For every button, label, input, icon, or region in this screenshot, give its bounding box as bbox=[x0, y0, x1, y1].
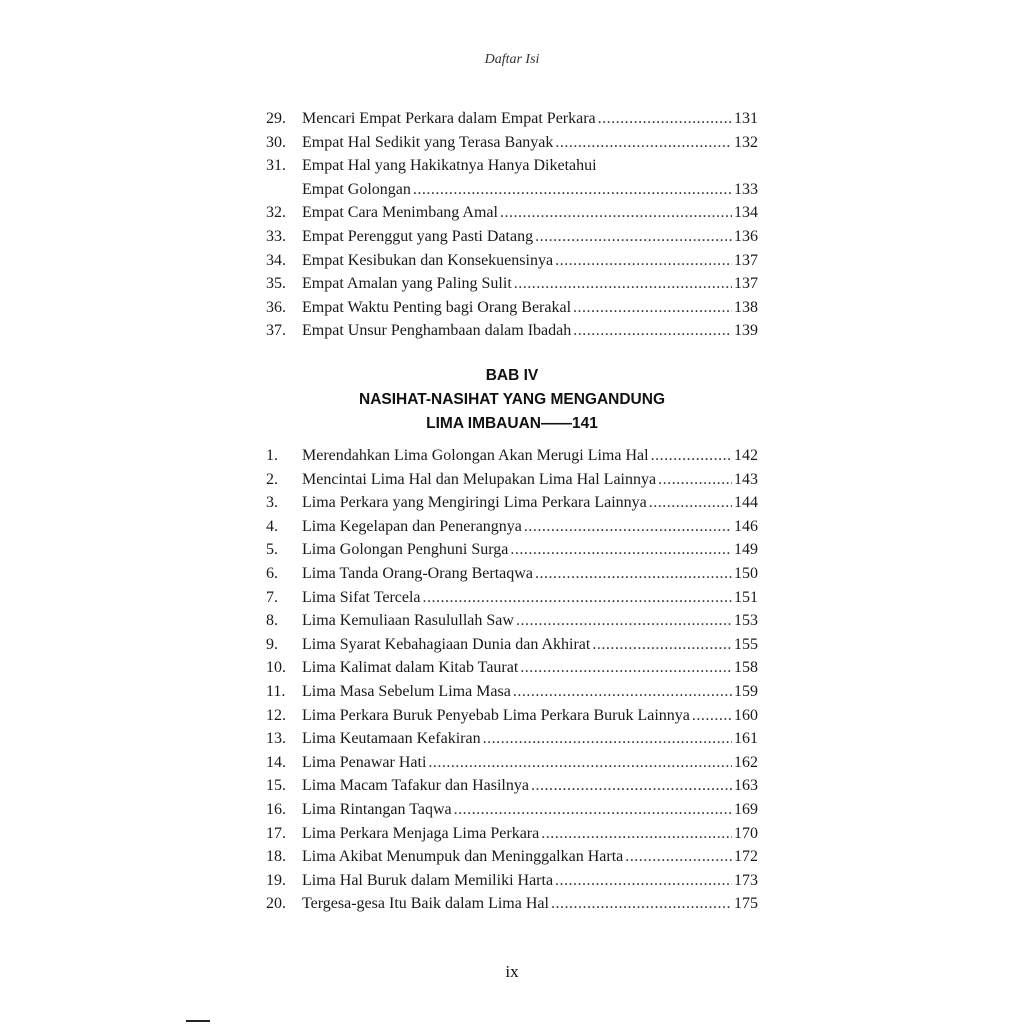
dot-leader bbox=[592, 633, 732, 657]
toc-entry-title: Lima Syarat Kebahagiaan Dunia dan Akhirat bbox=[302, 635, 591, 653]
toc-entry-title: Lima Golongan Penghuni Surga bbox=[302, 541, 509, 559]
dot-leader bbox=[651, 444, 732, 468]
toc-entry bbox=[266, 633, 758, 657]
toc-entry-title: Empat Hal yang Hakikatnya Hanya Diketahui bbox=[302, 157, 597, 175]
dot-leader bbox=[514, 272, 732, 296]
toc-entry-number: 10. bbox=[266, 659, 286, 677]
toc-entry-page: 159 bbox=[734, 682, 758, 700]
toc-entry-title: Tergesa-gesa Itu Baik dalam Lima Hal bbox=[302, 895, 549, 913]
toc-entry-number: 18. bbox=[266, 848, 286, 866]
dot-leader bbox=[625, 845, 732, 869]
toc-entry bbox=[266, 296, 758, 320]
toc-entry-title: Empat Perenggut yang Pasti Datang bbox=[302, 227, 534, 245]
toc-entry-number: 32. bbox=[266, 204, 286, 222]
toc-entry-number: 3. bbox=[266, 494, 278, 512]
dot-leader bbox=[598, 107, 732, 131]
toc-entry bbox=[266, 727, 758, 751]
toc-entry-number: 31. bbox=[266, 157, 286, 175]
toc-entry-number: 17. bbox=[266, 824, 286, 842]
toc-entry-page: 162 bbox=[734, 753, 758, 771]
toc-entry-title: Lima Hal Buruk dalam Memiliki Harta bbox=[302, 871, 554, 889]
toc-entry bbox=[266, 680, 758, 704]
toc-entry bbox=[266, 845, 758, 869]
toc-entry-page: 134 bbox=[734, 204, 758, 222]
toc-entry-page: 170 bbox=[734, 824, 758, 842]
dot-leader bbox=[555, 249, 732, 273]
dot-leader bbox=[541, 822, 732, 846]
toc-entry-title: Lima Masa Sebelum Lima Masa bbox=[302, 682, 511, 700]
toc-entry bbox=[266, 774, 758, 798]
toc-entry-number: 19. bbox=[266, 871, 286, 889]
toc-entry-title: Mencari Empat Perkara dalam Empat Perkara bbox=[302, 110, 596, 127]
toc-entry-number: 6. bbox=[266, 564, 278, 582]
toc-entry-page: 142 bbox=[734, 447, 758, 464]
toc-entry bbox=[266, 131, 758, 155]
toc-entry-number: 15. bbox=[266, 777, 286, 795]
toc-entry bbox=[266, 892, 758, 916]
toc-entry-page: 146 bbox=[734, 517, 758, 535]
toc-entry-title: Empat Waktu Penting bagi Orang Berakal bbox=[302, 298, 572, 316]
toc-entry bbox=[266, 656, 758, 680]
dot-leader bbox=[573, 319, 732, 343]
dot-leader bbox=[454, 798, 732, 822]
toc-entry-page: 175 bbox=[734, 895, 758, 913]
toc-entry-title: Lima Keutamaan Kefakiran bbox=[302, 730, 481, 748]
toc-entry-number: 29. bbox=[266, 110, 286, 127]
toc-entry-title: Lima Rintangan Taqwa bbox=[302, 800, 452, 818]
toc-entry-page: 155 bbox=[734, 635, 758, 653]
toc-entry-page: 151 bbox=[734, 588, 758, 606]
dot-leader bbox=[500, 201, 732, 225]
toc-entry-number: 1. bbox=[266, 447, 278, 464]
dot-leader bbox=[513, 680, 732, 704]
toc-entry-title: Merendahkan Lima Golongan Akan Merugi Lima Hal bbox=[302, 447, 649, 464]
chapter-number: BAB IV bbox=[485, 367, 539, 384]
toc-entry-number: 8. bbox=[266, 612, 278, 630]
dot-leader bbox=[573, 296, 732, 320]
toc-entry-page: 137 bbox=[734, 251, 758, 269]
toc-entry-title: Empat Unsur Penghambaan dalam Ibadah bbox=[302, 322, 572, 340]
crop-mark bbox=[186, 1020, 210, 1022]
toc-entry-page: 149 bbox=[734, 541, 758, 559]
toc-entry-title: Empat Amalan yang Paling Sulit bbox=[302, 275, 512, 293]
toc-entry-title: Lima Kalimat dalam Kitab Taurat bbox=[302, 659, 519, 677]
toc-entry-page: 173 bbox=[734, 871, 758, 889]
toc-entry-title: Lima Tanda Orang-Orang Bertaqwa bbox=[302, 564, 533, 582]
toc-entry bbox=[266, 609, 758, 633]
dot-leader bbox=[483, 727, 732, 751]
toc-entry-title: Lima Akibat Menumpuk dan Meninggalkan Harta bbox=[302, 848, 624, 866]
dot-leader bbox=[649, 491, 732, 515]
toc-entry-number: 4. bbox=[266, 517, 278, 535]
toc-entry-number: 35. bbox=[266, 275, 286, 293]
toc-entry bbox=[266, 154, 758, 178]
toc-entry bbox=[266, 798, 758, 822]
toc-entry-number: 20. bbox=[266, 895, 286, 913]
running-header: Daftar Isi bbox=[484, 52, 540, 67]
toc-entry-title: Lima Perkara yang Mengiringi Lima Perkara Lainnya bbox=[302, 494, 647, 512]
toc-entry bbox=[266, 515, 758, 539]
toc-entry bbox=[266, 751, 758, 775]
toc-entry bbox=[266, 468, 758, 492]
dot-leader bbox=[535, 562, 732, 586]
toc-entry-page: 144 bbox=[734, 494, 758, 512]
chapter-title-line-1: NASIHAT-NASIHAT YANG MENGANDUNG bbox=[359, 391, 665, 408]
dot-leader bbox=[423, 586, 732, 610]
dot-leader bbox=[535, 225, 732, 249]
toc-entry bbox=[266, 538, 758, 562]
dot-leader bbox=[551, 892, 732, 916]
toc-entry bbox=[266, 319, 758, 343]
toc-entry-number: 14. bbox=[266, 753, 286, 771]
toc-entry-page: 136 bbox=[734, 227, 758, 245]
toc-entry-page: 139 bbox=[734, 322, 758, 340]
toc-entry-number: 2. bbox=[266, 470, 278, 488]
toc-entry-title: Mencintai Lima Hal dan Melupakan Lima Hal Lainnya bbox=[302, 470, 657, 488]
toc-entry-number: 37. bbox=[266, 322, 286, 340]
toc-entry-page: 138 bbox=[734, 298, 758, 316]
toc-entry-number: 13. bbox=[266, 730, 286, 748]
toc-entry-page: 131 bbox=[734, 110, 758, 127]
toc-entry-title: Empat Kesibukan dan Konsekuensinya bbox=[302, 251, 554, 269]
toc-list-part-1 bbox=[266, 107, 758, 343]
toc-entry-number: 12. bbox=[266, 706, 286, 724]
toc-entry-title: Empat Cara Menimbang Amal bbox=[302, 204, 498, 222]
toc-entry-page: 169 bbox=[734, 800, 758, 818]
toc-entry bbox=[266, 491, 758, 515]
dot-leader bbox=[658, 468, 732, 492]
toc-entry bbox=[266, 869, 758, 893]
toc-entry bbox=[266, 249, 758, 273]
dot-leader bbox=[531, 774, 732, 798]
toc-entry-number: 7. bbox=[266, 588, 278, 606]
dot-leader bbox=[555, 869, 732, 893]
toc-entry-number: 33. bbox=[266, 227, 286, 245]
dot-leader bbox=[692, 704, 732, 728]
toc-entry-number: 34. bbox=[266, 251, 286, 269]
toc-entry-title: Lima Kegelapan dan Penerangnya bbox=[302, 517, 522, 535]
toc-entry-title: Lima Perkara Buruk Penyebab Lima Perkara Buruk Lainnya bbox=[302, 706, 690, 724]
dot-leader bbox=[413, 178, 732, 202]
toc-entry-page: 172 bbox=[734, 848, 758, 866]
toc-entry-page: 143 bbox=[734, 470, 758, 488]
toc-entry-page: 150 bbox=[734, 564, 758, 582]
toc-entry-title: Lima Perkara Menjaga Lima Perkara bbox=[302, 824, 540, 842]
toc-entry-page: 133 bbox=[734, 180, 758, 198]
toc-entry-number: 36. bbox=[266, 298, 286, 316]
toc-entry-title: Lima Sifat Tercela bbox=[302, 588, 421, 606]
toc-entry bbox=[266, 822, 758, 846]
toc-entry-title: Empat Hal Sedikit yang Terasa Banyak bbox=[302, 133, 554, 151]
toc-entry-continuation bbox=[266, 178, 758, 202]
toc-entry bbox=[266, 586, 758, 610]
dot-leader bbox=[555, 131, 732, 155]
toc-entry-page: 163 bbox=[734, 777, 758, 795]
toc-entry-page: 153 bbox=[734, 612, 758, 630]
toc-entry bbox=[266, 201, 758, 225]
toc-entry-title: Lima Macam Tafakur dan Hasilnya bbox=[302, 777, 529, 795]
toc-entry-title: Lima Kemuliaan Rasulullah Saw bbox=[302, 612, 514, 630]
toc-entry-page: 160 bbox=[734, 706, 758, 724]
dot-leader bbox=[520, 656, 732, 680]
toc-entry-number: 30. bbox=[266, 133, 286, 151]
toc-entry bbox=[266, 704, 758, 728]
dot-leader bbox=[428, 751, 732, 775]
toc-entry-title-continuation: Empat Golongan bbox=[302, 180, 411, 198]
toc-entry-page: 158 bbox=[734, 659, 758, 677]
toc-entry bbox=[266, 444, 758, 468]
toc-entry-number: 11. bbox=[266, 682, 286, 700]
dot-leader bbox=[524, 515, 732, 539]
toc-list-part-2 bbox=[266, 444, 758, 916]
toc-entry bbox=[266, 107, 758, 131]
toc-entry-page: 161 bbox=[734, 730, 758, 748]
toc-entry-number: 5. bbox=[266, 541, 278, 559]
toc-entry-page: 137 bbox=[734, 275, 758, 293]
chapter-title-line-2: LIMA IMBAUAN——141 bbox=[426, 415, 598, 432]
toc-entry bbox=[266, 562, 758, 586]
toc-entry-title: Lima Penawar Hati bbox=[302, 753, 427, 771]
page-number: ix bbox=[505, 962, 519, 981]
toc-entry-page: 132 bbox=[734, 133, 758, 151]
toc-entry bbox=[266, 272, 758, 296]
toc-entry-number: 16. bbox=[266, 800, 286, 818]
dot-leader bbox=[510, 538, 732, 562]
toc-entry bbox=[266, 225, 758, 249]
toc-entry-number: 9. bbox=[266, 635, 278, 653]
dot-leader bbox=[516, 609, 732, 633]
chapter-heading bbox=[0, 364, 1024, 436]
